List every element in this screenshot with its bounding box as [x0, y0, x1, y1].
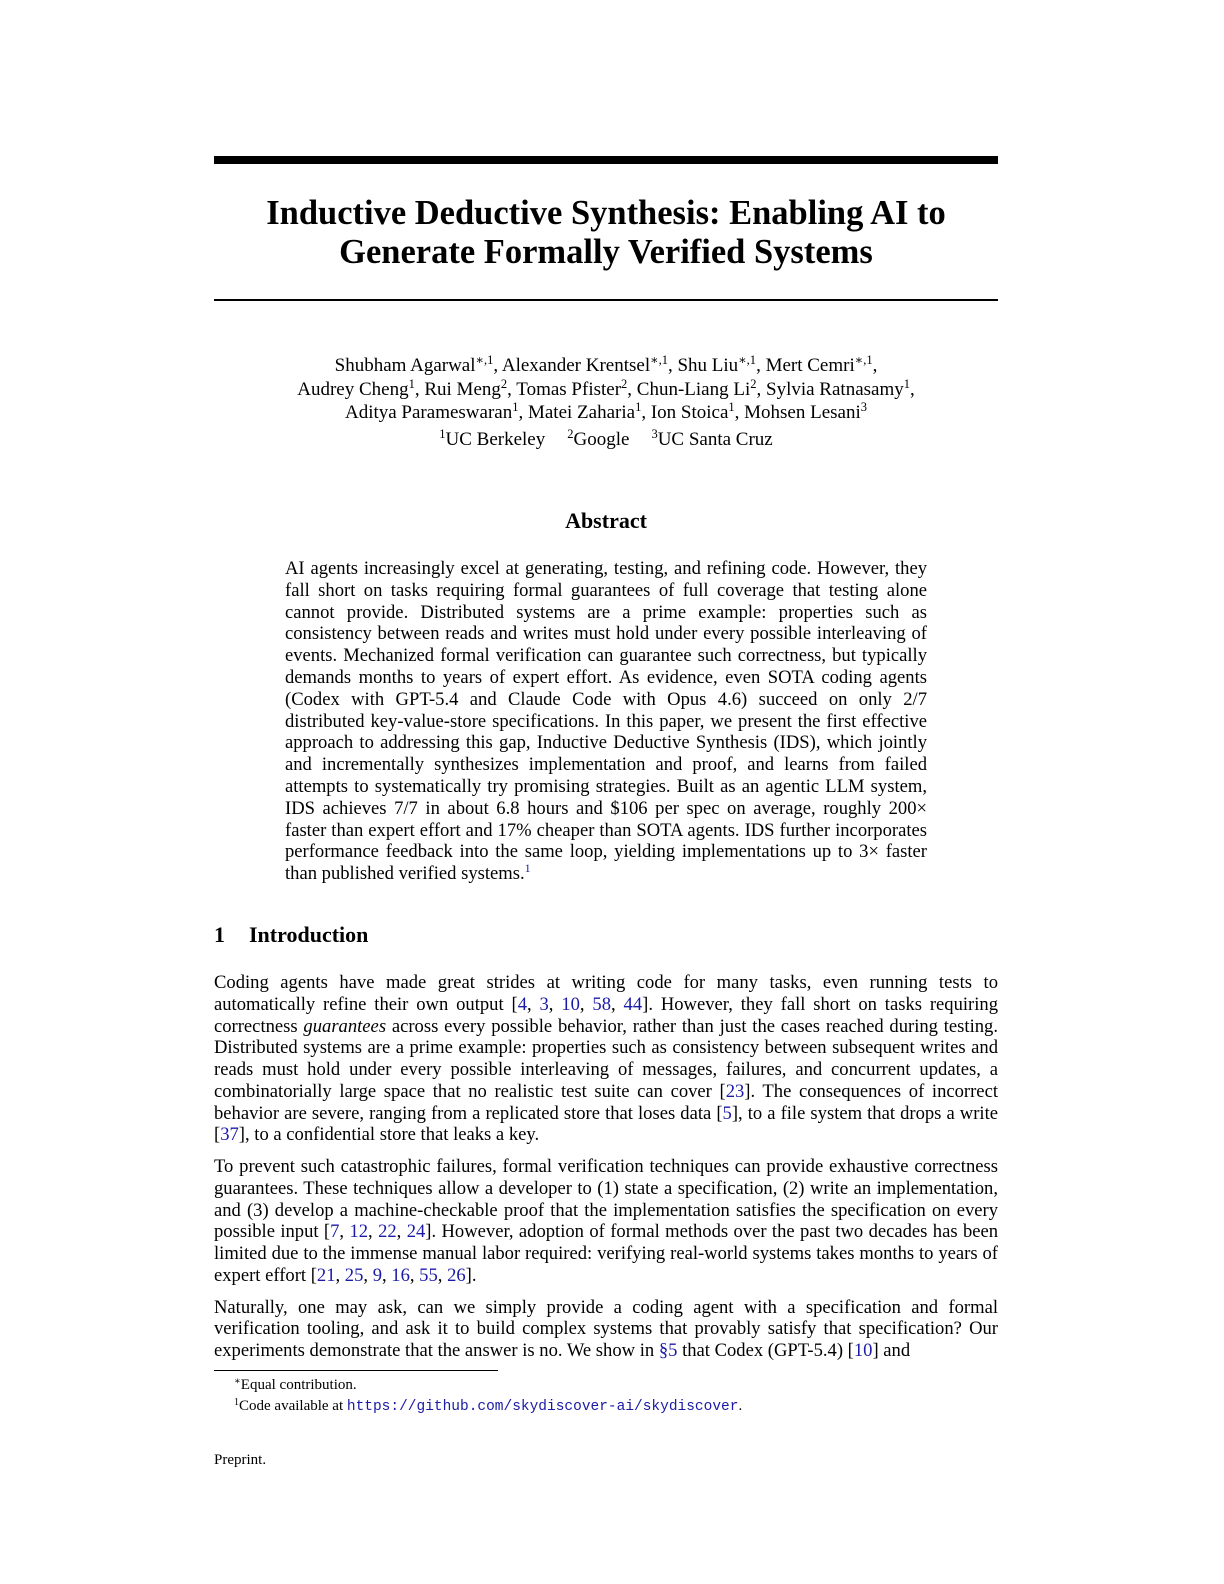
footnotes	[234, 1376, 994, 1417]
citation-link[interactable]: 10	[561, 993, 580, 1015]
abstract-heading: Abstract	[565, 508, 647, 533]
author: Mert Cemri$^{∗,1}$,	[765, 353, 878, 376]
citation-link[interactable]: 24	[406, 1221, 426, 1243]
affiliation-list	[214, 429, 998, 452]
section-number: 1	[214, 922, 225, 947]
author: Shu Liu$^{∗,1}$,	[677, 353, 766, 376]
citation-link[interactable]: 22	[378, 1221, 397, 1243]
citation-link[interactable]: 55	[419, 1264, 438, 1286]
citation-link[interactable]: 16	[391, 1264, 410, 1286]
footnote-code-availability: $^1$Code available at https://github.com/skydiscover-ai/skydiscover.	[234, 1396, 743, 1415]
section-ref-link[interactable]: §5	[658, 1340, 678, 1361]
title-line-1: Inductive Deductive Synthesis: Enabling AI to	[266, 194, 946, 232]
citation-link[interactable]: 58	[592, 993, 612, 1015]
paragraph: Naturally, one may ask, can we simply provide a coding agent with a specification and formal verification tooling, and ask it to build complex systems that provably satisfy that specification? Our experiments demonstrate that the answer is no. We show in §5 that Codex (GPT-5.4) [10] and	[214, 1296, 998, 1361]
footnote-equal-contribution: ∗Equal contribution.	[234, 1376, 357, 1393]
author: Alexander Krentsel$^{∗,1}$,	[501, 353, 678, 376]
citation-link[interactable]: 23	[725, 1080, 745, 1102]
citation-link[interactable]: 10	[853, 1340, 873, 1361]
affiliation: $^1$UC Berkeley	[439, 427, 546, 450]
author: Aditya Parameswaran$^1$,	[344, 400, 528, 423]
author: Tomas Pfister$^2$,	[516, 376, 637, 400]
paragraph: To prevent such catastrophic failures, formal verification techniques can provide exhaustive correctness guarantees. These techniques allow a developer to (1) state a specification, (2) write an implementation, and (3) develop a machine-checkable proof that the implementation satisfies the specification on every possible input [7, 12, 22, 24]. However, adoption of formal methods over the past two decades has been limited due to the immense manual labor required: verifying real-world systems takes months to years of expert effort [21, 25, 9, 16, 55, 26].	[214, 1156, 999, 1286]
citation-link[interactable]: 3	[539, 993, 549, 1015]
citation-link[interactable]: 12	[349, 1221, 369, 1243]
citation-link[interactable]: 21	[316, 1264, 336, 1286]
author: Rui Meng$^2$,	[424, 376, 517, 400]
section-title: Introduction	[249, 922, 369, 947]
citation-link[interactable]: 25	[344, 1264, 364, 1286]
author: Ion Stoica$^1$,	[650, 400, 745, 423]
citation-link[interactable]: 9	[372, 1264, 382, 1286]
citation-link[interactable]: 5	[722, 1102, 732, 1124]
author: Matei Zaharia$^1$,	[527, 400, 651, 423]
code-url-link[interactable]: https://github.com/skydiscover-ai/skydiscover	[346, 1398, 739, 1415]
section-heading-introduction	[214, 922, 998, 948]
author: Shubham Agarwal$^{∗,1}$,	[334, 353, 502, 376]
author: Chun-Liang Li$^2$,	[636, 376, 766, 400]
citation-link[interactable]: 4	[517, 993, 527, 1015]
author: Mohsen Lesani$^3$	[744, 400, 868, 423]
affiliation: $^2$Google	[567, 427, 630, 450]
title-line-2: Generate Formally Verified Systems	[339, 233, 873, 271]
introduction-body	[214, 972, 998, 1372]
paragraph: Coding agents have made great strides at writing code for many tasks, even running tests to automatically refine their own output [4, 3, 10, 58, 44]. However, they fall short on tasks requiring correctness guarantees across every possible behavior, rather than just the cases reached during testing. Distributed systems are a prime example: properties such as consistency between subsequent writes and reads must hold under every possible interleaving of messages, failures, and concurrent updates, a combinatorially large space that no realistic test suite can cover [23]. The consequences of incorrect behavior are severe, ranging from a replicated store that loses data [5], to a file system that drops a write [37], to a confidential store that leaks a key.	[214, 972, 999, 1146]
citation-link[interactable]: 37	[220, 1124, 239, 1146]
paper-title	[214, 194, 998, 272]
citation-link[interactable]: 26	[447, 1264, 466, 1286]
citation-link[interactable]: 44	[623, 993, 643, 1015]
author: Sylvia Ratnasamy$^1$,	[766, 376, 915, 400]
abstract-text: AI agents increasingly excel at generating, testing, and refining code. However, they fall short on tasks requiring formal guarantees of full coverage that testing alone cannot provide. Distributed systems are a prime example: properties such as consistency between reads and writes must hold under every possible interleaving of events. Mechanized formal verification can guarantee such correctness, but typically demands months to years of expert effort. As evidence, even SOTA coding agents (Codex with GPT-5.4 and Claude Code with Opus 4.6) succeed on only 2/7 distributed key-value-store specifications. In this paper, we present the first effective approach to addressing this gap, Inductive Deductive Synthesis (IDS), which jointly and incrementally synthesizes implementation and proof, and learns from failed attempts to systematically try promising strategies. Built as an agentic LLM system, IDS achieves 7/7 in about 6.8 hours and $106 per spec on average, roughly 200× faster than expert effort and 17% cheaper than SOTA agents. IDS further incorporates performance feedback into the same loop, yielding implementations up to 3× faster than published verified systems.$^1$	[285, 558, 927, 885]
author: Audrey Cheng$^1$,	[297, 376, 425, 400]
title-top-rule	[214, 156, 998, 164]
preprint-label: Preprint.	[214, 1452, 267, 1468]
citation-link[interactable]: 7	[330, 1221, 340, 1243]
footnote-link[interactable]: 1	[524, 861, 531, 876]
affiliation: $^3$UC Santa Cruz	[651, 427, 773, 450]
author-list	[214, 355, 998, 426]
title-bottom-rule	[214, 299, 998, 301]
footnote-rule	[214, 1370, 498, 1371]
